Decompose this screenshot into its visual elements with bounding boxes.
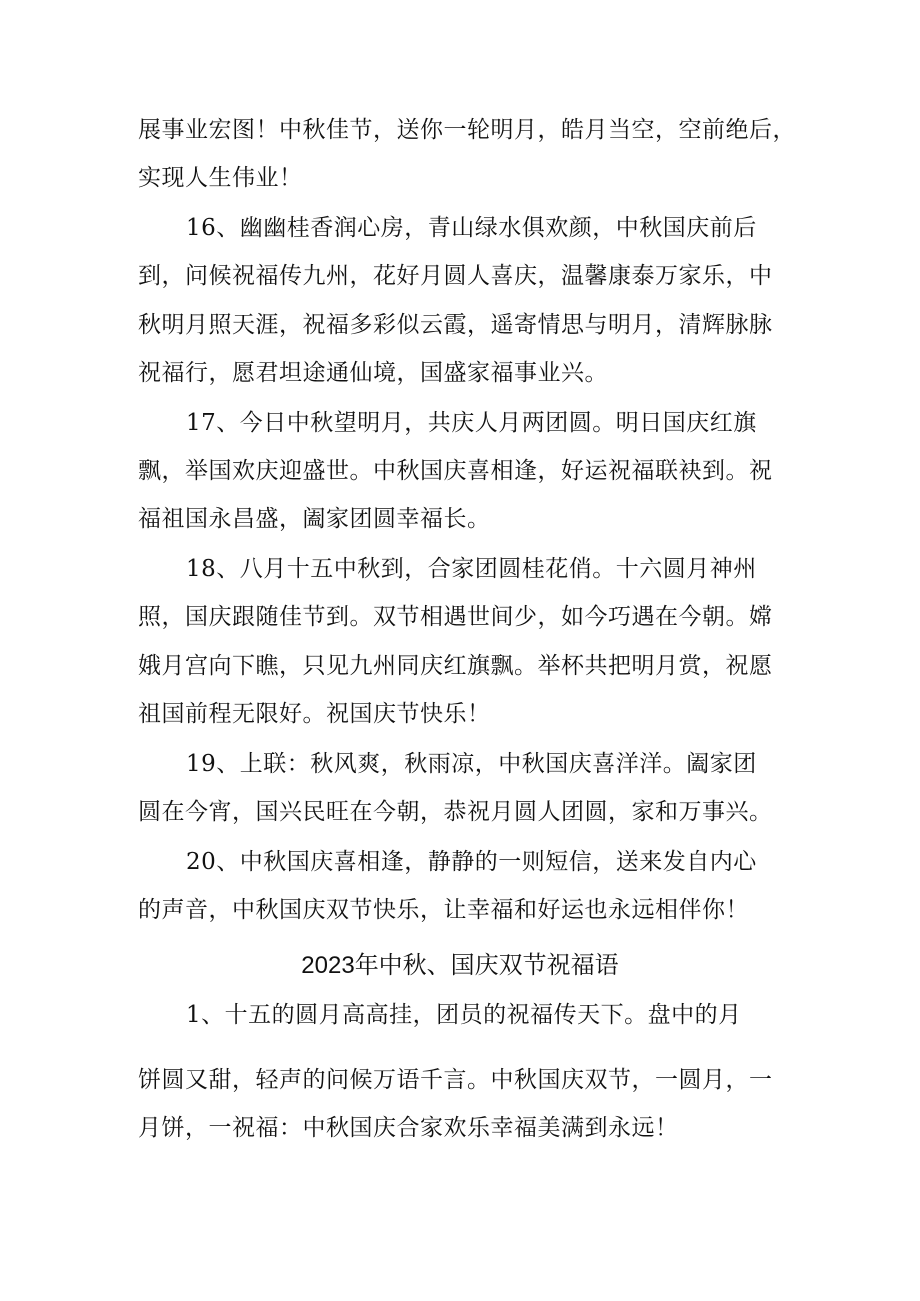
section-item-1-line-2: 饼圆又甜，轻声的问候万语千言。中秋国庆双节，一圆月，一 bbox=[138, 1067, 773, 1093]
item-18-line-4: 祖国前程无限好。祝国庆节快乐！ bbox=[138, 701, 491, 727]
item-17-line-1: 17、今日中秋望明月，共庆人月两团圆。明日国庆红旗 bbox=[186, 410, 757, 436]
item-17-line-3: 福祖国永昌盛，阖家团圆幸福长。 bbox=[138, 506, 491, 532]
item-16-line-1: 16、幽幽桂香润心房，青山绿水俱欢颜，中秋国庆前后 bbox=[186, 215, 757, 241]
item-19-line-2: 圆在今宵，国兴民旺在今朝，恭祝月圆人团圆，家和万事兴。 bbox=[138, 799, 773, 825]
item-16-line-3: 秋明月照天涯，祝福多彩似云霞，遥寄情思与明月，清辉脉脉 bbox=[138, 312, 773, 338]
item-18-line-1: 18、八月十五中秋到，合家团圆桂花俏。十六圆月神州 bbox=[186, 556, 757, 582]
item-18-line-3: 娥月宫向下瞧，只见九州同庆红旗飘。举杯共把明月赏，祝愿 bbox=[138, 653, 773, 679]
item-18-line-2: 照，国庆跟随佳节到。双节相遇世间少，如今巧遇在今朝。嫦 bbox=[138, 604, 773, 630]
item-17-line-2: 飘，举国欢庆迎盛世。中秋国庆喜相逢，好运祝福联袂到。祝 bbox=[138, 458, 773, 484]
continuation-line-1: 展事业宏图！中秋佳节，送你一轮明月，皓月当空，空前绝后， bbox=[138, 117, 796, 143]
continuation-line-2: 实现人生伟业！ bbox=[138, 165, 303, 191]
item-20-line-1: 20、中秋国庆喜相逢，静静的一则短信，送来发自内心 bbox=[186, 849, 757, 875]
item-19-line-1: 19、上联：秋风爽，秋雨凉，中秋国庆喜洋洋。阖家团 bbox=[186, 751, 757, 777]
section-title: 2023年中秋、国庆双节祝福语 bbox=[301, 952, 619, 979]
section-item-1-line-1: 1、十五的圆月高高挂，团员的祝福传天下。盘中的月 bbox=[186, 1002, 742, 1028]
item-16-line-2: 到，问候祝福传九州，花好月圆人喜庆，温馨康泰万家乐，中 bbox=[138, 263, 773, 289]
section-item-1-line-3: 月饼，一祝福：中秋国庆合家欢乐幸福美满到永远！ bbox=[138, 1115, 679, 1141]
item-16-line-4: 祝福行，愿君坦途通仙境，国盛家福事业兴。 bbox=[138, 360, 608, 386]
item-20-line-2: 的声音，中秋国庆双节快乐，让幸福和好运也永远相伴你！ bbox=[138, 897, 749, 923]
